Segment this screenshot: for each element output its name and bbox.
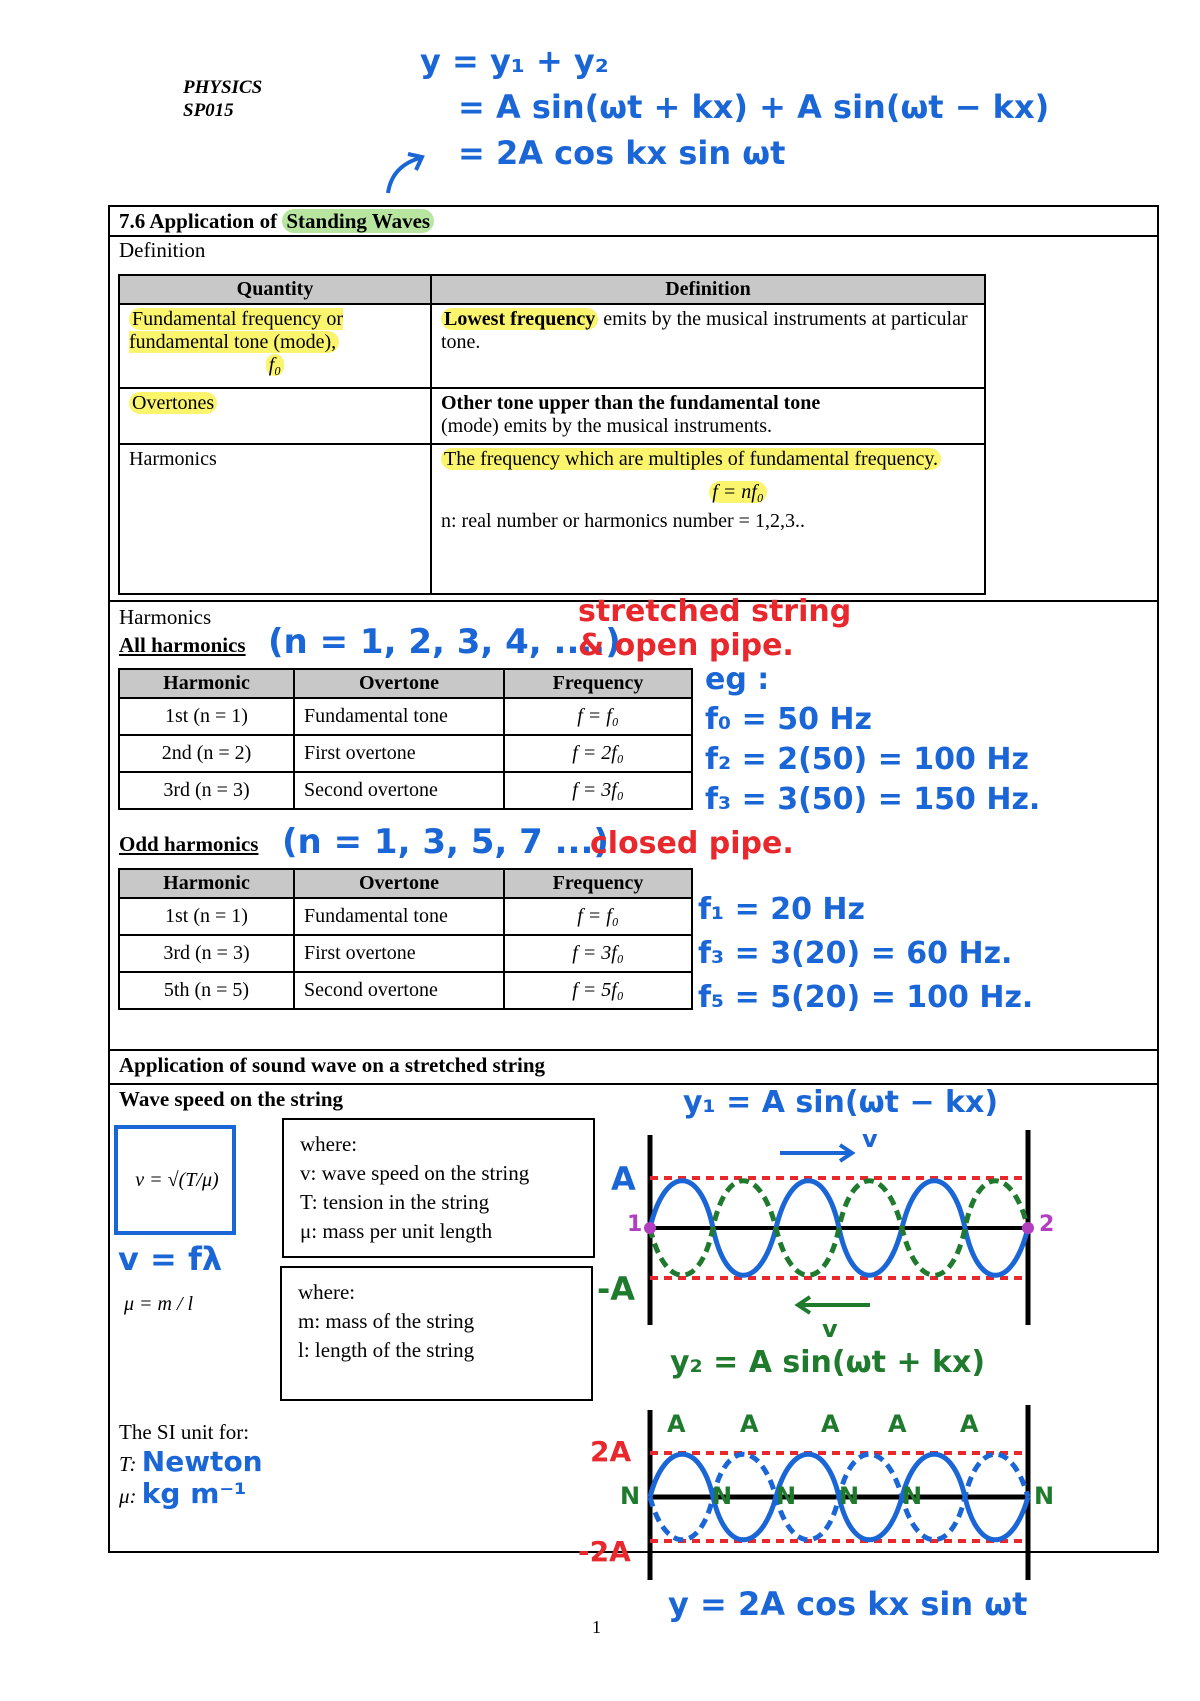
odd-harmonics-label: Odd harmonics <box>119 832 259 856</box>
string-subtitle: Wave speed on the string <box>119 1087 344 1111</box>
diagram2-antinode-label: A <box>821 1410 840 1438</box>
overtone-cell: Second overtone <box>294 772 504 809</box>
all-harmonics-table <box>118 668 693 810</box>
definition-table <box>118 274 986 595</box>
overtone-cell: Fundamental tone <box>294 898 504 935</box>
top-note-line1: y = y₁ + y₂ <box>420 42 609 80</box>
where-line: l: length of the string <box>298 1338 475 1362</box>
where-line: v: wave speed on the string <box>300 1161 530 1185</box>
def-rest: The frequency which are multiples of fundamental frequency. <box>441 448 941 470</box>
diagram2-label-2A: 2A <box>590 1435 632 1468</box>
divider <box>108 1083 1159 1085</box>
table-row <box>119 935 692 972</box>
si-mu-label: μ: <box>119 1484 137 1508</box>
symbol-f0: f₀ <box>266 354 285 376</box>
frequency-cell: f = f₀ <box>504 898 692 935</box>
diagram2-node-label: N <box>1034 1482 1055 1510</box>
example-line: f₅ = 5(20) = 100 Hz. <box>698 980 1034 1015</box>
where-box-1 <box>282 1118 595 1258</box>
overtone-cell: Fundamental tone <box>294 698 504 735</box>
diagram2-antinode-label: A <box>888 1410 907 1438</box>
frequency-cell: f = 3f₀ <box>504 772 692 809</box>
quantity-fundamental: Fundamental frequency or fundamental tone (mode), <box>129 308 344 353</box>
harmonic-cell: 1st (n = 1) <box>119 898 294 935</box>
odd-harmonics-table <box>118 868 693 1010</box>
string-title: Application of sound wave on a stretched string <box>119 1053 546 1077</box>
diagram1-eq-top: y₁ = A sin(ωt − kx) <box>683 1085 999 1120</box>
formula-nf0: f = nf₀ <box>709 481 767 503</box>
col-header: Frequency <box>504 869 692 898</box>
formula-mu: μ = m / l <box>124 1293 194 1315</box>
def-rest: (mode) emits by the musical instruments. <box>441 415 773 437</box>
top-note-line2: = A sin(ωt + kx) + A sin(ωt − kx) <box>458 88 1050 126</box>
table-row <box>119 972 692 1009</box>
diagram1-label-2: 2 <box>1039 1212 1055 1237</box>
formula-v: v = √(T/μ) <box>135 1169 219 1191</box>
diagram2-antinode-label: A <box>740 1410 759 1438</box>
si-T-value: Newton <box>141 1445 263 1478</box>
where-box-2 <box>280 1266 593 1401</box>
header-code: SP015 <box>183 100 234 121</box>
divider <box>108 235 1159 237</box>
diagram2-node-label: N <box>902 1482 923 1510</box>
table-row <box>119 698 692 735</box>
diagram1-v-top: v <box>862 1125 878 1153</box>
harmonic-cell: 1st (n = 1) <box>119 698 294 735</box>
odd-harmonics-note: (n = 1, 3, 5, 7 ...) <box>282 822 609 862</box>
definition-label: Definition <box>119 238 206 262</box>
section-title-highlight: Standing Waves <box>282 209 434 233</box>
col-header: Definition <box>431 275 985 304</box>
divider <box>108 1049 1159 1051</box>
all-harmonics-example <box>705 660 1040 820</box>
table-row <box>119 898 692 935</box>
diagram1-eq-bottom: y₂ = A sin(ωt + kx) <box>670 1345 986 1380</box>
harmonic-cell: 3rd (n = 3) <box>119 935 294 972</box>
diagram1-label-A: A <box>611 1160 636 1198</box>
si-mu-value: kg m⁻¹ <box>141 1477 247 1510</box>
def-rest: emits by the musical instruments at particular tone. <box>441 308 968 353</box>
frequency-cell: f = 3f₀ <box>504 935 692 972</box>
example-line: f₁ = 20 Hz <box>698 892 865 927</box>
where-line: m: mass of the string <box>298 1309 475 1333</box>
top-note-line3: = 2A cos kx sin ωt <box>458 134 786 172</box>
harmonic-cell: 2nd (n = 2) <box>119 735 294 772</box>
table-row <box>119 772 692 809</box>
si-T-label: T: <box>119 1452 137 1476</box>
overtone-cell: First overtone <box>294 935 504 972</box>
formula-v-box <box>114 1125 236 1235</box>
diagram2-antinode-label: A <box>667 1410 686 1438</box>
def-bold: Other tone upper than the fundamental tone <box>441 392 821 414</box>
col-header: Frequency <box>504 669 692 698</box>
col-header: Overtone <box>294 669 504 698</box>
overtone-cell: First overtone <box>294 735 504 772</box>
diagram2-label-neg2A: -2A <box>578 1535 631 1568</box>
frequency-cell: f = f₀ <box>504 698 692 735</box>
diagram2-node-label: N <box>620 1482 641 1510</box>
all-harmonics-type: stretched string & open pipe. <box>578 594 852 663</box>
harmonics-label: Harmonics <box>119 605 212 629</box>
all-harmonics-note: (n = 1, 2, 3, 4, ....) <box>268 622 621 662</box>
quantity-overtones: Overtones <box>129 392 217 414</box>
section-title-prefix: 7.6 Application of <box>119 209 278 233</box>
odd-harmonics-type: closed pipe. <box>590 826 794 861</box>
col-header: Overtone <box>294 869 504 898</box>
travelling-waves-diagram <box>600 1125 1100 1355</box>
header <box>183 76 262 122</box>
frequency-cell: f = 2f₀ <box>504 735 692 772</box>
where-line: T: tension in the string <box>300 1190 490 1214</box>
frequency-cell: f = 5f₀ <box>504 972 692 1009</box>
diagram2-node-label: N <box>776 1482 797 1510</box>
arrow-up-icon <box>380 148 430 198</box>
quantity-harmonics: Harmonics <box>119 444 431 594</box>
example-line: f₂ = 2(50) = 100 Hz <box>705 742 1029 777</box>
where-line: where: <box>298 1280 356 1304</box>
table-row <box>119 304 985 388</box>
def-note: n: real number or harmonics number = 1,2,3.. <box>441 510 805 532</box>
col-header: Quantity <box>119 275 431 304</box>
harmonic-cell: 5th (n = 5) <box>119 972 294 1009</box>
col-header: Harmonic <box>119 869 294 898</box>
diagram1-label-1: 1 <box>627 1212 643 1237</box>
where-line: μ: mass per unit length <box>300 1219 493 1243</box>
diagram2-node-label: N <box>839 1482 860 1510</box>
diagram1-v-bottom: v <box>822 1315 838 1343</box>
section-title <box>119 209 434 234</box>
table-row <box>119 444 985 594</box>
page-number: 1 <box>592 1617 601 1637</box>
top-notes <box>420 38 1049 176</box>
col-header: Harmonic <box>119 669 294 698</box>
def-bold: Lowest frequency <box>441 308 598 330</box>
example-line: f₃ = 3(50) = 150 Hz. <box>705 782 1041 817</box>
diagram2-eq: y = 2A cos kx sin ωt <box>668 1585 1028 1623</box>
diagram2-antinode-label: A <box>960 1410 979 1438</box>
diagram1-label-negA: -A <box>597 1270 636 1308</box>
formula-v-note: v = fλ <box>118 1240 223 1278</box>
odd-harmonics-example <box>698 888 1033 1020</box>
example-line: f₃ = 3(20) = 60 Hz. <box>698 936 1013 971</box>
table-row <box>119 388 985 444</box>
example-line: f₀ = 50 Hz <box>705 702 872 737</box>
table-row <box>119 735 692 772</box>
harmonic-cell: 3rd (n = 3) <box>119 772 294 809</box>
all-harmonics-label: All harmonics <box>119 633 246 657</box>
where-line: where: <box>300 1132 358 1156</box>
si-label: The SI unit for: <box>119 1420 250 1444</box>
diagram2-node-label: N <box>712 1482 733 1510</box>
overtone-cell: Second overtone <box>294 972 504 1009</box>
header-subject: PHYSICS <box>183 77 263 98</box>
si-units <box>119 1418 263 1511</box>
example-line: eg : <box>705 662 770 697</box>
